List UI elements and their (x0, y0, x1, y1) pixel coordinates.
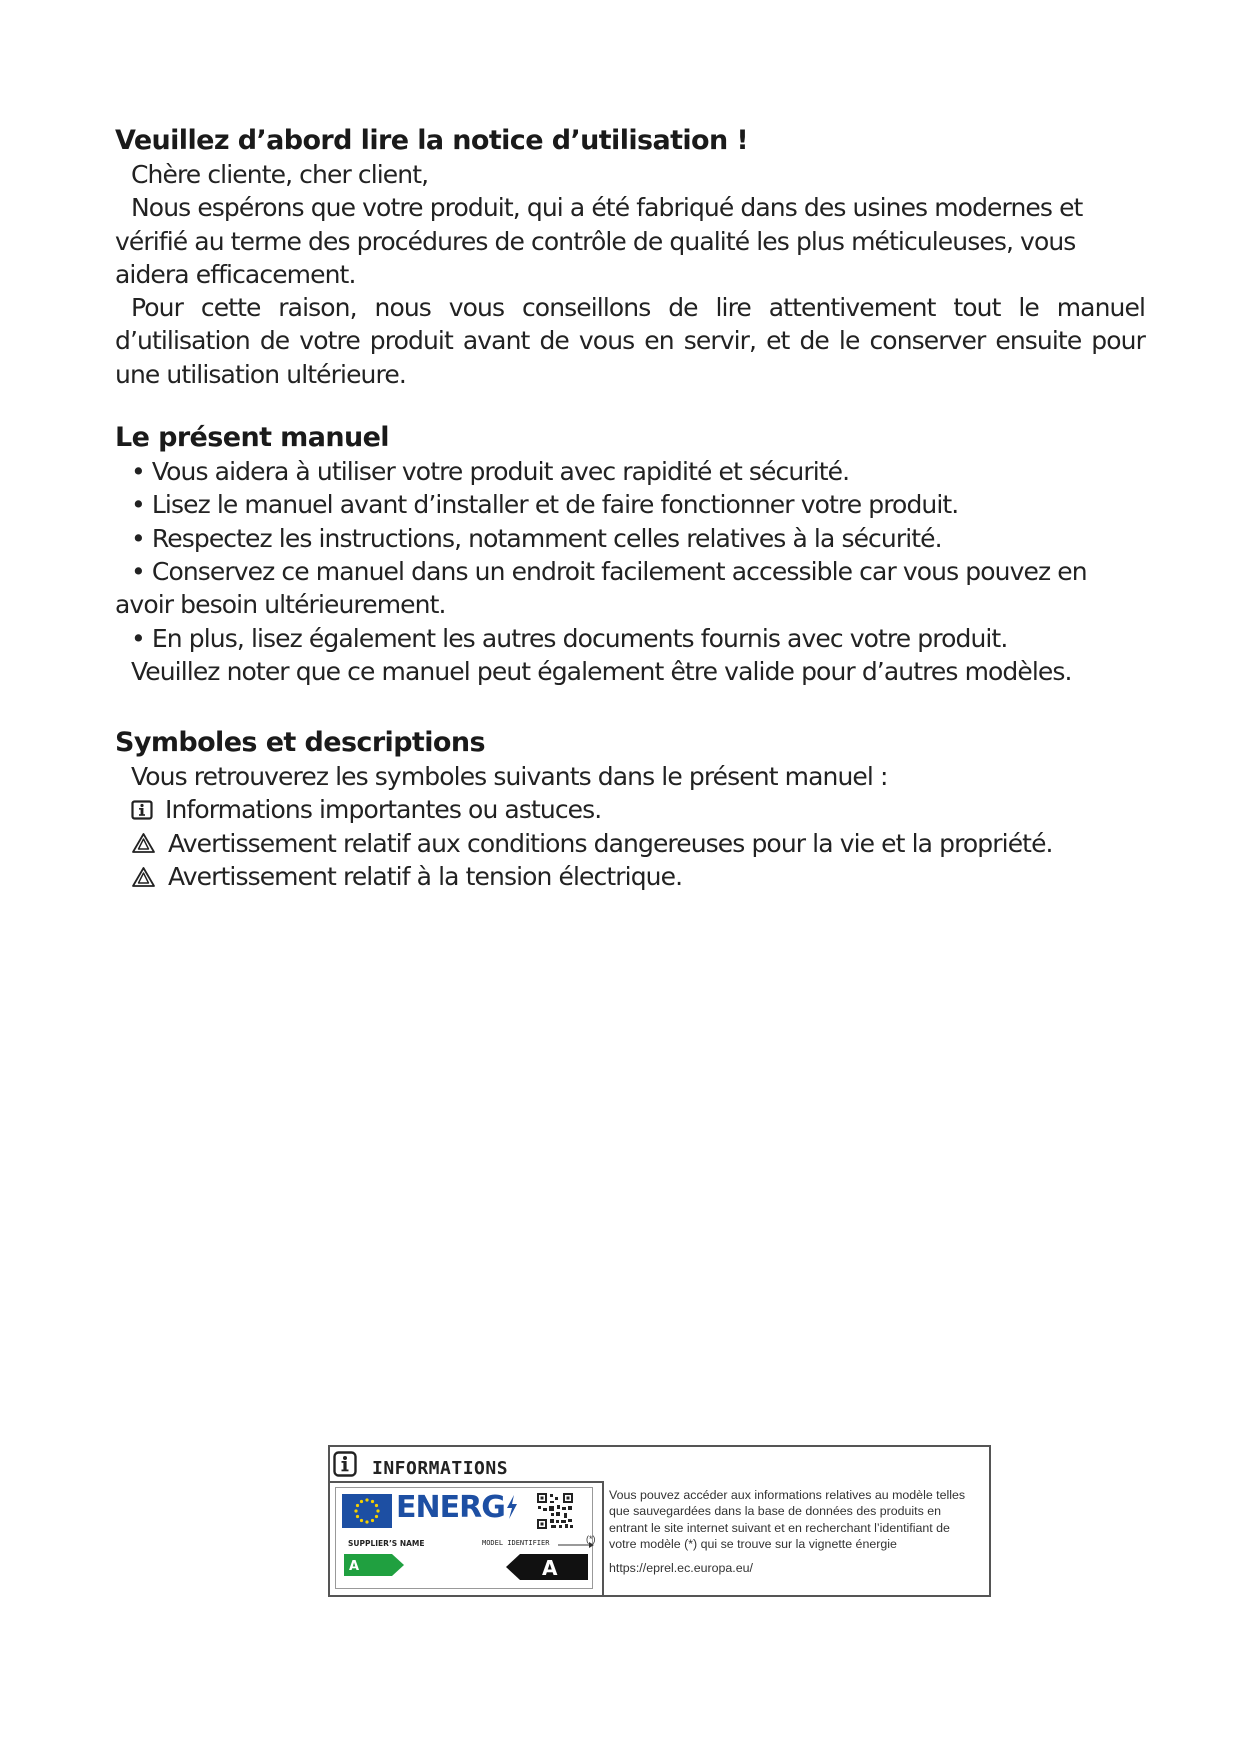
eu-flag-icon (342, 1494, 392, 1528)
intro-paragraph-2: Pour cette raison, nous vous conseillons de lire attentivement tout le manuel d’utilisation de votre produit avant de vous en servir, et de le conserver ensuite pour une utilisation ultérieure. (115, 293, 1145, 389)
manual-bullet-3: • Respectez les instructions, notamment celles relatives à la sécurité. (131, 523, 942, 553)
symbol-row-info (115, 793, 1145, 826)
qr-code-icon (536, 1492, 574, 1530)
intro-title: Veuillez d’abord lire la notice d’utilisation ! (115, 125, 749, 156)
symbol-electric-text: Avertissement relatif à la tension électrique. (168, 862, 683, 892)
information-text-block (609, 1487, 979, 1576)
warning-icon (131, 832, 156, 854)
energy-label-brand: ENERG (396, 1490, 519, 1525)
information-header (330, 1447, 989, 1481)
lightning-icon (505, 1495, 519, 1519)
manual-note: Veuillez noter que ce manuel peut également être valide pour d’autres modèles. (131, 656, 1072, 686)
energy-class-right: A (542, 1556, 558, 1580)
model-reference-mark: (*) (586, 1534, 596, 1544)
energy-class-left: A (349, 1559, 360, 1574)
energy-label (335, 1487, 593, 1589)
symbol-row-warning (115, 827, 1145, 860)
symbols-intro: Vous retrouverez les symboles suivants dans le présent manuel : (131, 762, 888, 792)
symbols-title: Symboles et descriptions (115, 727, 485, 759)
model-identifier-label: MODEL IDENTIFIER (482, 1539, 550, 1547)
manual-bullet-5: • En plus, lisez également les autres documents fournis avec votre produit. (131, 623, 1008, 653)
warning-icon (131, 866, 156, 888)
divider (602, 1481, 604, 1597)
manual-title: Le présent manuel (115, 422, 389, 454)
information-text: Vous pouvez accéder aux informations relatives au modèle telles que sauvegardées dans la base de données des produits en entrant le site internet suivant et en recherchant l’identifiant de votre modèle (*) qui se trouve sur la vignette énergie (609, 1488, 966, 1551)
greeting: Chère cliente, cher client, (131, 160, 429, 189)
intro-paragraph-1: Nous espérons que votre produit, qui a été fabriqué dans des usines modernes et vérifié au terme des procédures de contrôle de qualité les plus méticuleuses, vous aidera efficacement. (115, 193, 1083, 289)
supplier-name-label: SUPPLIER’S NAME (348, 1539, 425, 1548)
eprel-link[interactable]: https://eprel.ec.europa.eu/ (609, 1561, 753, 1576)
document-page (115, 124, 1145, 893)
manual-bullet-4: • Conservez ce manuel dans un endroit facilement accessible car vous pouvez en avoir besoin ultérieurement. (115, 556, 1087, 620)
manual-bullet-2: • Lisez le manuel avant d’installer et de faire fonctionner votre produit. (131, 490, 959, 520)
symbol-info-text: Informations importantes ou astuces. (165, 795, 602, 825)
energy-class-arrow-black (506, 1554, 588, 1580)
manual-bullet-1: • Vous aidera à utiliser votre produit avec rapidité et sécurité. (131, 457, 850, 487)
information-title: INFORMATIONS (372, 1458, 509, 1479)
symbol-warning-text: Avertissement relatif aux conditions dangereuses pour la vie et la propriété. (168, 828, 1053, 858)
energy-class-arrow-green (344, 1554, 404, 1576)
info-icon (333, 1451, 357, 1477)
info-icon (131, 800, 153, 820)
symbol-row-electric (115, 860, 1145, 893)
divider (330, 1481, 602, 1483)
information-box (328, 1445, 991, 1597)
